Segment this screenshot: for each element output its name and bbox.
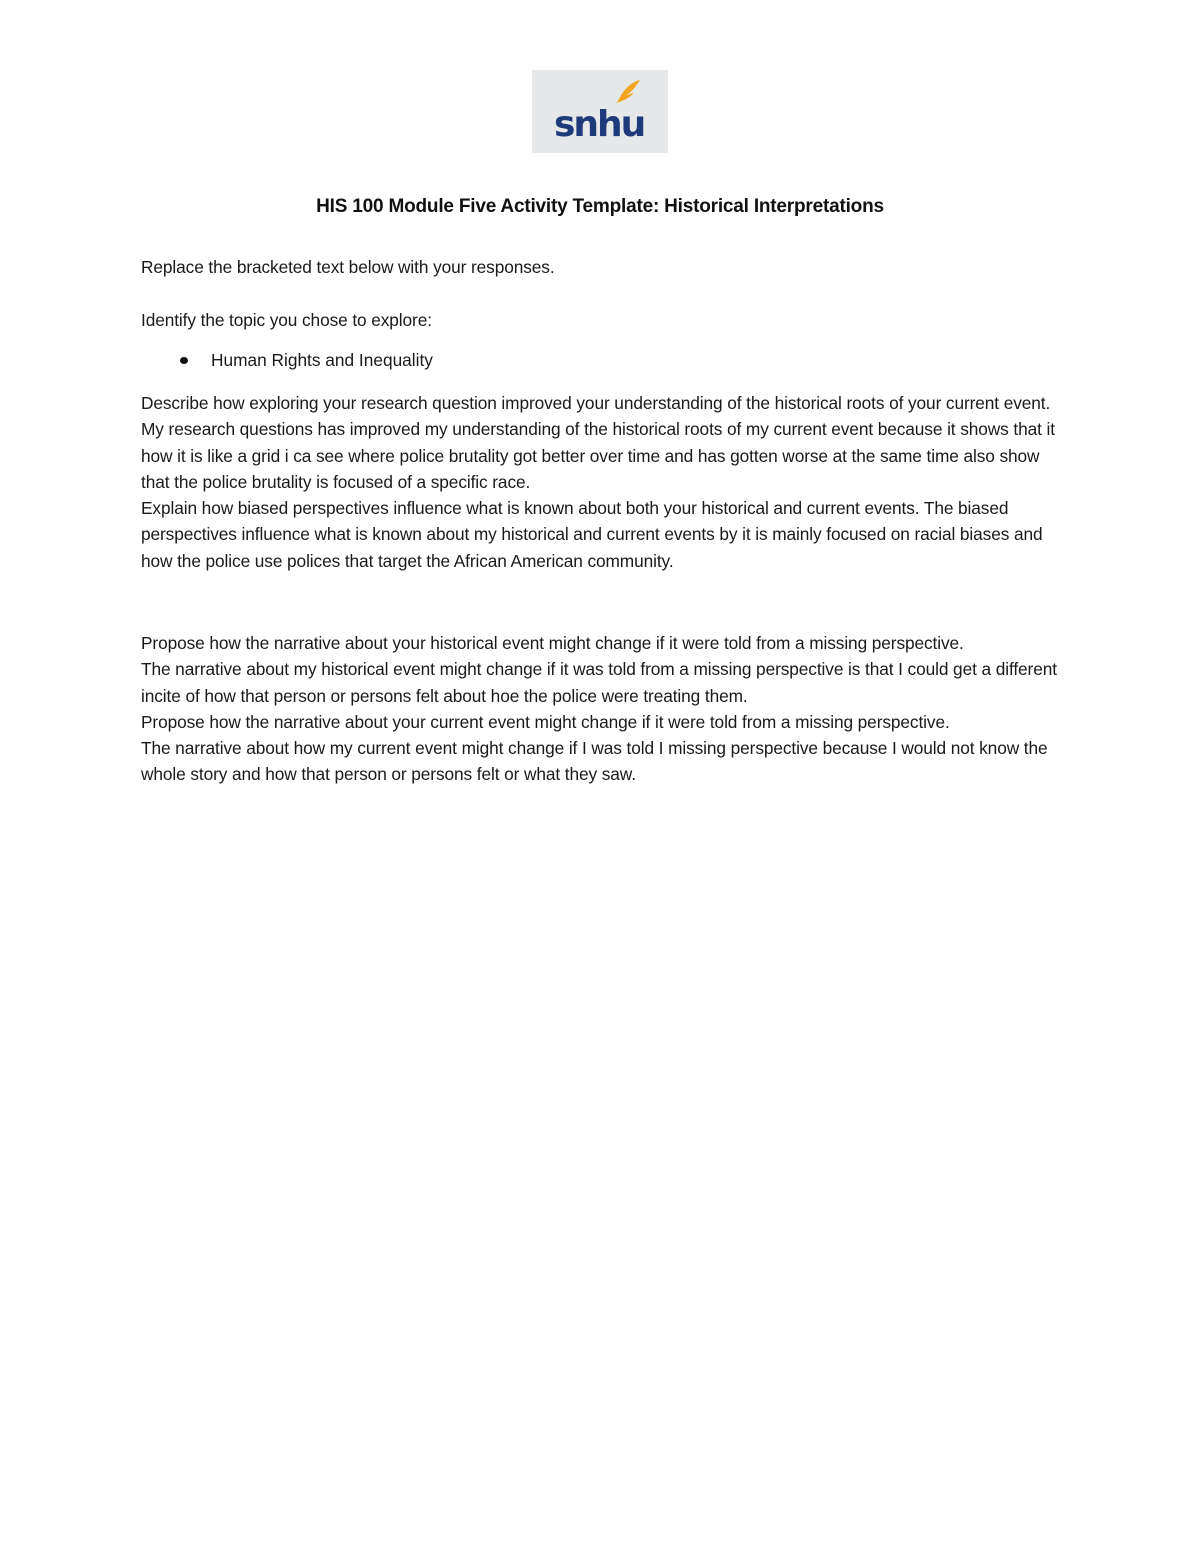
- paragraph-biased-perspectives: Explain how biased perspectives influence what is known about both your historical and current events. The biased perspectives influence what is known about my historical and current events by it is mainly focused on racial biases and how the police use polices that target the African American community.: [141, 498, 1043, 571]
- response-section-missing-perspective: [141, 630, 1061, 788]
- snhu-logo: [532, 70, 668, 153]
- paragraph-research-roots: Describe how exploring your research question improved your understanding of the historical roots of your current event. My research questions has improved my understanding of the historical roots of my current event because it shows that it how it is like a grid i ca see where police brutality got better over time and has gotten worse at the same time also show that the police brutality is focused of a specific race.: [141, 393, 1055, 492]
- topic-bullet-text: Human Rights and Inequality: [211, 350, 433, 370]
- topic-prompt: Identify the topic you chose to explore:: [141, 310, 432, 330]
- answer-historical-narrative: The narrative about my historical event might change if it was told from a missing perspective is that I could get a different incite of how that person or persons felt about hoe the police were treating them.: [141, 659, 1057, 706]
- response-section-roots-and-bias: [141, 390, 1061, 574]
- bullet-icon: [180, 357, 188, 364]
- prompt-historical-narrative: Propose how the narrative about your historical event might change if it were told from a missing perspective.: [141, 633, 964, 653]
- instruction-text: Replace the bracketed text below with your responses.: [141, 257, 555, 277]
- prompt-current-narrative: Propose how the narrative about your current event might change if it were told from a missing perspective.: [141, 711, 950, 732]
- document-title: HIS 100 Module Five Activity Template: Historical Interpretations: [316, 196, 884, 217]
- leaf-icon: [618, 80, 640, 101]
- snhu-logo-graphic: [532, 70, 668, 153]
- answer-current-narrative: The narrative about how my current event might change if I was told I missing perspective because I would not know the whole story and how that person or persons felt or what they saw.: [141, 738, 1048, 785]
- logo-wordmark: snhu: [554, 104, 645, 145]
